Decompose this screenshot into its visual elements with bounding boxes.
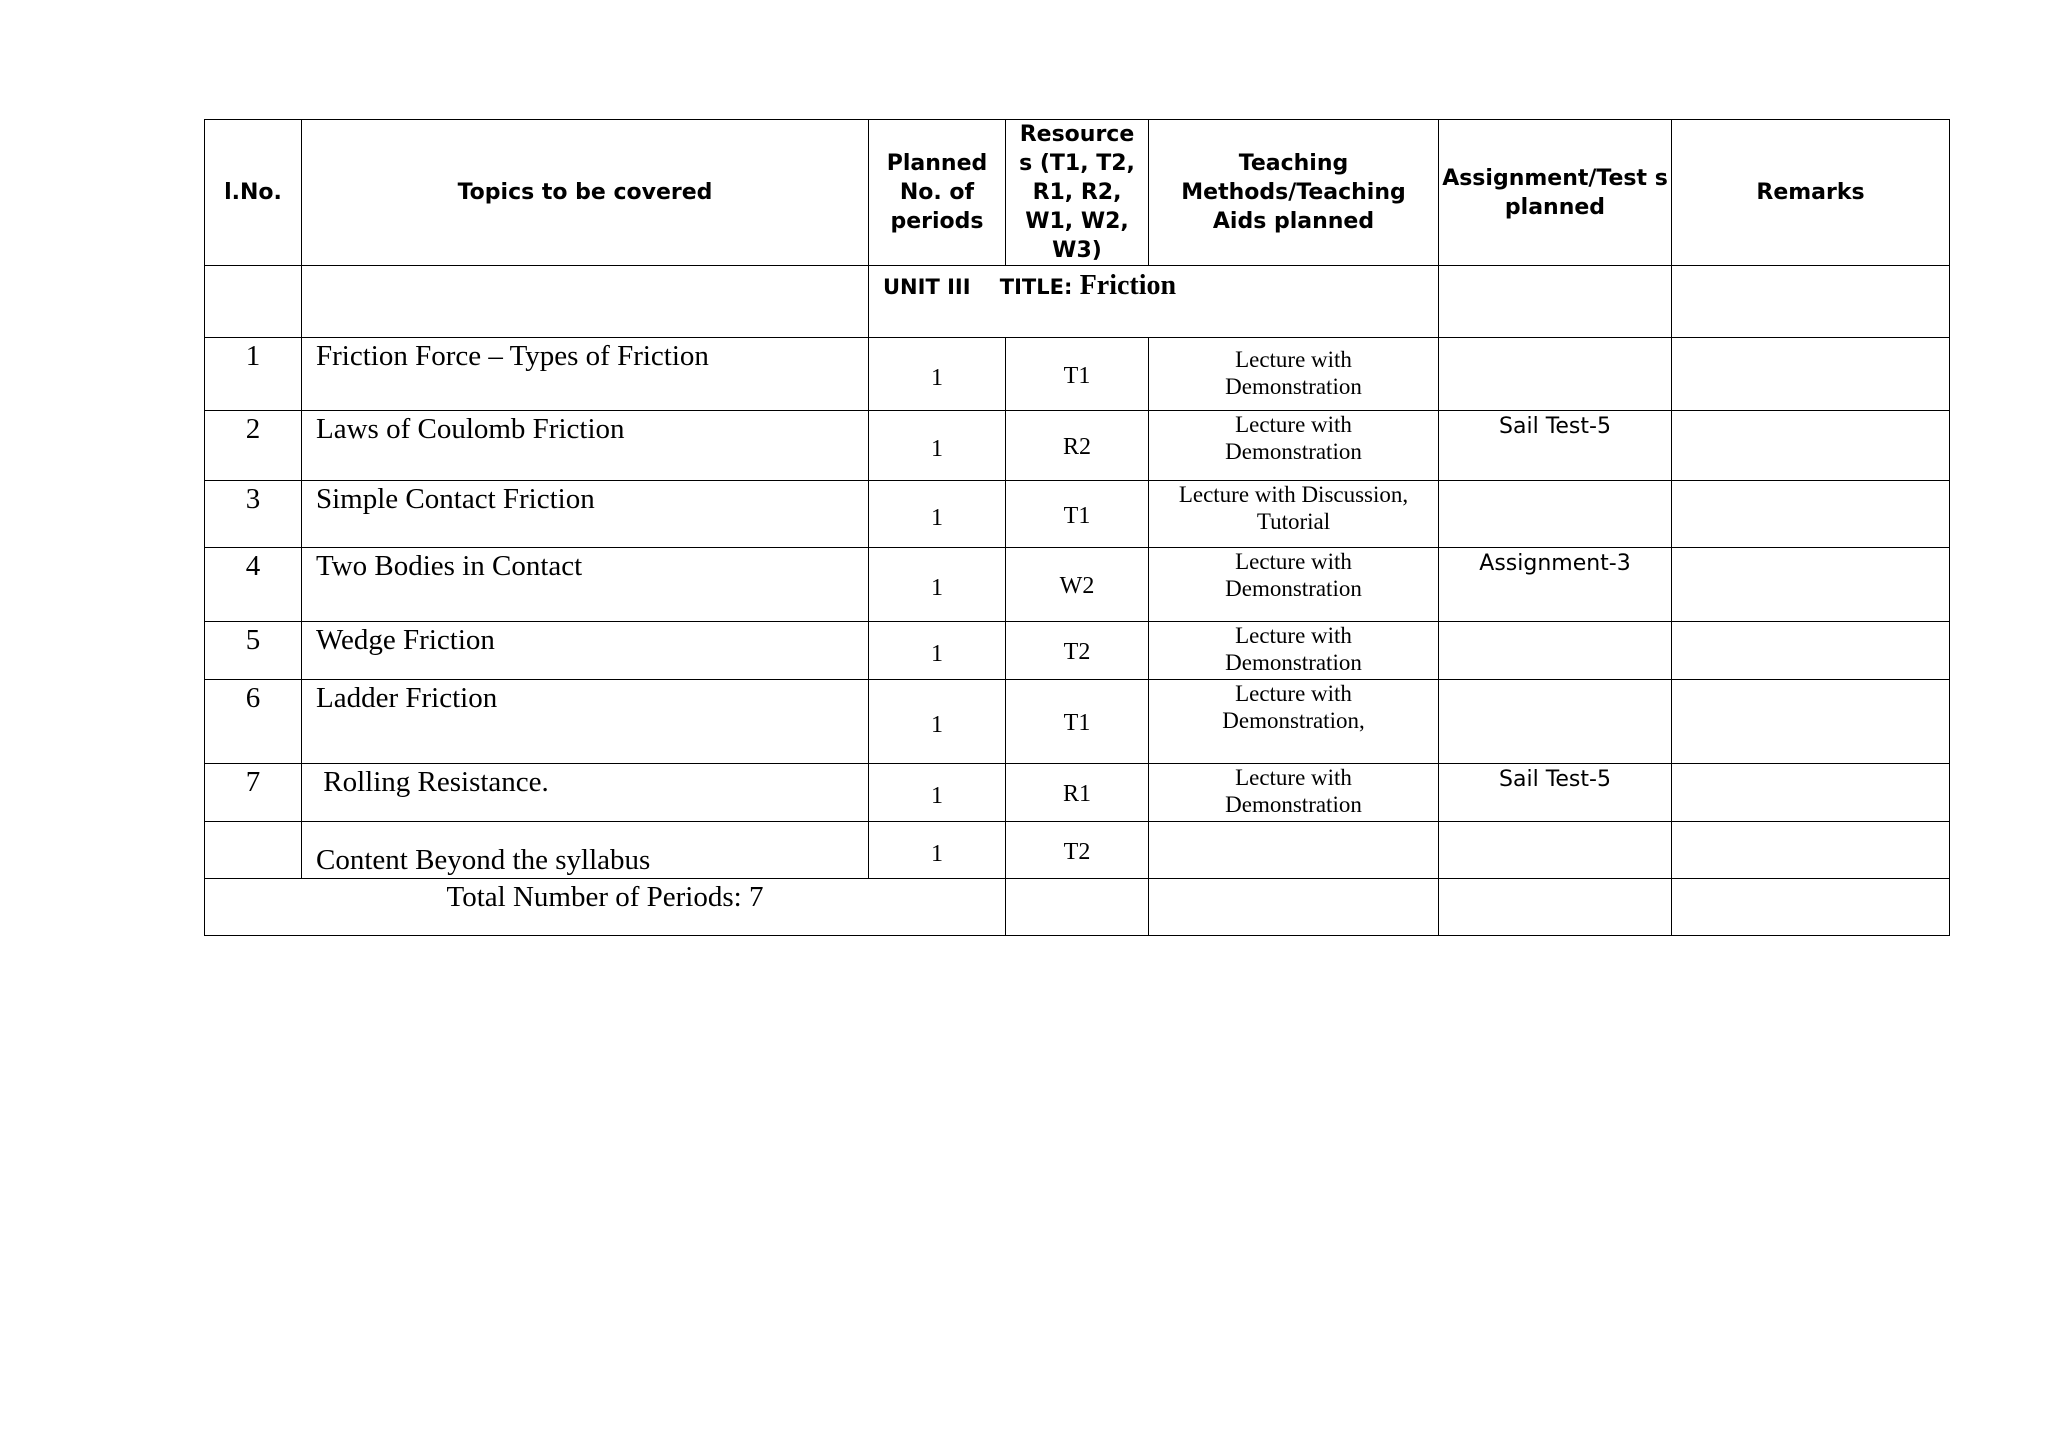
table-row	[205, 481, 1950, 548]
table-row	[205, 548, 1950, 622]
row-remarks	[1672, 481, 1950, 548]
row-sno: 7	[205, 764, 302, 822]
table-row	[205, 338, 1950, 411]
row-method-line: Demonstration	[1225, 650, 1362, 675]
row-periods: 1	[869, 411, 1006, 481]
beyond-syllabus-row	[205, 822, 1950, 879]
row-topic: Wedge Friction	[302, 622, 869, 680]
beyond-periods: 1	[869, 822, 1006, 879]
row-assignment: Sail Test-5	[1439, 411, 1672, 481]
row-periods: 1	[869, 764, 1006, 822]
row-method-line: Demonstration	[1225, 792, 1362, 817]
row-method	[1149, 622, 1439, 680]
row-periods: 1	[869, 622, 1006, 680]
row-method-line: Lecture with	[1235, 623, 1352, 648]
row-resource: W2	[1006, 548, 1149, 622]
beyond-assignment-cell	[1439, 822, 1672, 879]
row-periods: 1	[869, 548, 1006, 622]
row-assignment	[1439, 481, 1672, 548]
row-method-line: Tutorial	[1256, 509, 1331, 534]
row-periods: 1	[869, 338, 1006, 411]
header-resources: Resource s (T1, T2, R1, R2, W1, W2, W3)	[1006, 120, 1149, 266]
row-method-line: Demonstration	[1225, 374, 1362, 399]
row-method	[1149, 548, 1439, 622]
header-row	[205, 120, 1950, 266]
header-assignments: Assignment/Test s planned	[1439, 120, 1672, 266]
row-method	[1149, 338, 1439, 411]
unit-row-empty-cell	[205, 266, 302, 338]
header-teaching-methods: Teaching Methods/Teaching Aids planned	[1149, 120, 1439, 266]
row-sno: 3	[205, 481, 302, 548]
row-topic: Rolling Resistance.	[302, 764, 869, 822]
row-method-line: Demonstration	[1225, 576, 1362, 601]
header-remarks: Remarks	[1672, 120, 1950, 266]
row-method-line: Lecture with Discussion,	[1178, 482, 1409, 507]
row-assignment	[1439, 338, 1672, 411]
row-assignment: Assignment-3	[1439, 548, 1672, 622]
unit-title-cell	[869, 266, 1439, 338]
row-resource: T1	[1006, 481, 1149, 548]
row-sno: 4	[205, 548, 302, 622]
unit-row-empty-cell	[1672, 266, 1950, 338]
header-planned-periods: Planned No. of periods	[869, 120, 1006, 266]
row-remarks	[1672, 680, 1950, 764]
beyond-remarks-cell	[1672, 822, 1950, 879]
header-sno: l.No.	[205, 120, 302, 266]
row-method-line: Demonstration	[1225, 439, 1362, 464]
row-topic: Friction Force – Types of Friction	[302, 338, 869, 411]
row-sno: 6	[205, 680, 302, 764]
beyond-sno-cell	[205, 822, 302, 879]
row-method-line: Lecture with	[1235, 412, 1352, 437]
row-method-line: Demonstration,	[1222, 708, 1365, 733]
row-topic: Simple Contact Friction	[302, 481, 869, 548]
total-row	[205, 879, 1950, 936]
row-assignment	[1439, 680, 1672, 764]
row-assignment: Sail Test-5	[1439, 764, 1672, 822]
table-row	[205, 764, 1950, 822]
total-row-empty-cell	[1672, 879, 1950, 936]
row-remarks	[1672, 338, 1950, 411]
beyond-resource: T2	[1006, 822, 1149, 879]
total-row-empty-cell	[1149, 879, 1439, 936]
row-topic: Laws of Coulomb Friction	[302, 411, 869, 481]
row-remarks	[1672, 764, 1950, 822]
unit-label: UNIT III	[883, 275, 971, 299]
total-periods: Total Number of Periods: 7	[205, 879, 1006, 936]
row-resource: T1	[1006, 338, 1149, 411]
row-sno: 2	[205, 411, 302, 481]
row-resource: T1	[1006, 680, 1149, 764]
row-method-line: Lecture with	[1235, 765, 1352, 790]
row-method	[1149, 764, 1439, 822]
unit-title: Friction	[1079, 270, 1177, 301]
row-method	[1149, 411, 1439, 481]
row-sno: 1	[205, 338, 302, 411]
row-topic: Ladder Friction	[302, 680, 869, 764]
unit-row	[205, 266, 1950, 338]
header-topics: Topics to be covered	[302, 120, 869, 266]
row-resource: T2	[1006, 622, 1149, 680]
row-topic: Two Bodies in Contact	[302, 548, 869, 622]
table-row	[205, 411, 1950, 481]
row-method-line: Lecture with	[1235, 681, 1352, 706]
lesson-plan-table	[204, 119, 1950, 936]
table-row	[205, 622, 1950, 680]
unit-title-label: TITLE:	[999, 275, 1073, 299]
row-remarks	[1672, 411, 1950, 481]
row-method-line: Lecture with	[1235, 347, 1352, 372]
row-method	[1149, 481, 1439, 548]
total-row-empty-cell	[1006, 879, 1149, 936]
row-method-line: Lecture with	[1235, 549, 1352, 574]
unit-row-empty-cell	[1439, 266, 1672, 338]
row-remarks	[1672, 622, 1950, 680]
row-periods: 1	[869, 680, 1006, 764]
row-resource: R1	[1006, 764, 1149, 822]
row-resource: R2	[1006, 411, 1149, 481]
unit-row-empty-cell	[302, 266, 869, 338]
row-method	[1149, 680, 1439, 764]
total-row-empty-cell	[1439, 879, 1672, 936]
table-row	[205, 680, 1950, 764]
row-sno: 5	[205, 622, 302, 680]
row-remarks	[1672, 548, 1950, 622]
row-assignment	[1439, 622, 1672, 680]
beyond-method-cell	[1149, 822, 1439, 879]
beyond-topic: Content Beyond the syllabus	[302, 822, 869, 879]
row-periods: 1	[869, 481, 1006, 548]
